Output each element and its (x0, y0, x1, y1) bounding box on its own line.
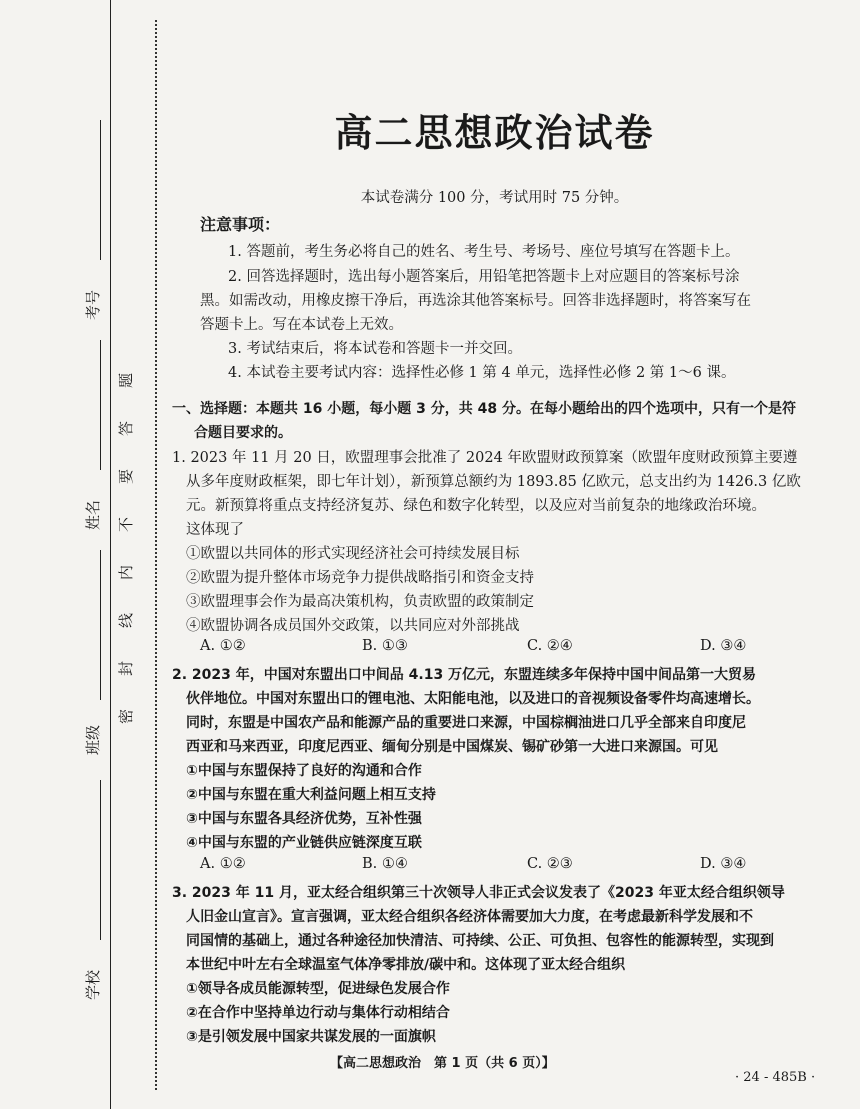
exam-number-field (82, 290, 103, 320)
page-footer: 【高二思想政治 第 1 页（共 6 页）】 (330, 1056, 555, 1071)
statement: ③欧盟理事会作为最高决策机构，负责欧盟的政策制定 (186, 594, 534, 610)
option-c[interactable]: C. ②④ (527, 638, 573, 654)
notice-heading: 注意事项： (200, 215, 281, 234)
option-d[interactable]: D. ③④ (700, 638, 747, 654)
exam-title: 高二思想政治试卷 (334, 111, 655, 155)
notice-item: 4. 本试卷主要考试内容：选择性必修 1 第 4 单元，选择性必修 2 第 1～6 课。 (228, 365, 736, 381)
notice-item: 答题卡上。写在本试卷上无效。 (200, 317, 403, 333)
question-text: 伙伴地位。中国对东盟出口的锂电池、太阳能电池，以及进口的音视频设备零件均高速增长。 (186, 691, 760, 707)
question-text: 同时，东盟是中国农产品和能源产品的重要进口来源，中国棕榈油进口几乎全部来自印度尼 (186, 715, 746, 731)
binding-line (110, 0, 111, 1109)
seal-warning-char: 密 (117, 708, 136, 725)
school-field (82, 970, 103, 1000)
seal-warning-char: 不 (117, 516, 136, 533)
section-heading: 一、选择题：本题共 16 小题，每小题 3 分，共 48 分。在每小题给出的四个选项中，只有一个是符 (172, 401, 796, 417)
statement: ④中国与东盟的产业链供应链深度互联 (186, 835, 422, 851)
statement: ①欧盟以共同体的形式实现经济社会可持续发展目标 (186, 546, 520, 562)
question-text: 1. 2023 年 11 月 20 日，欧盟理事会批准了 2024 年欧盟财政预算案（欧盟年度财政预算主要遵 (172, 450, 798, 466)
section-heading-cont: 合题目要求的。 (194, 425, 292, 441)
school-underline (100, 780, 101, 940)
class-label: 班级 (84, 724, 102, 755)
option-a[interactable]: A. ①② (200, 638, 246, 654)
statement: ①中国与东盟保持了良好的沟通和合作 (186, 763, 422, 779)
seal-warning-char: 答 (117, 420, 136, 437)
statement: ③是引领发展中国家共谋发展的一面旗帜 (186, 1029, 436, 1045)
option-b[interactable]: B. ①③ (362, 638, 408, 654)
name-label: 姓名 (84, 499, 102, 530)
notice-item: 1. 答题前，考生务必将自己的姓名、考生号、考场号、座位号填写在答题卡上。 (228, 244, 740, 260)
question-text: 本世纪中叶左右全球温室气体净零排放/碳中和。这体现了亚太经合组织 (186, 957, 626, 973)
question-text: 人旧金山宣言》。宣言强调，亚太经合组织各经济体需要加大力度，在考虑最新科学发展和不 (186, 909, 753, 925)
question-text: 同国情的基础上，通过各种途径加快清洁、可持续、公正、可负担、包容性的能源转型，实现到 (186, 933, 774, 949)
option-b[interactable]: B. ①④ (362, 856, 408, 872)
statement: ④欧盟协调各成员国外交政策，以共同应对外部挑战 (186, 618, 520, 634)
school-label: 学校 (84, 969, 102, 1000)
question-text: 元。新预算将重点支持经济复苏、绿色和数字化转型，以及应对当前复杂的地缘政治环境。 (186, 498, 766, 514)
statement: ②中国与东盟在重大利益问题上相互支持 (186, 787, 436, 803)
statement: ③中国与东盟各具经济优势，互补性强 (186, 811, 422, 827)
seal-warning-char: 要 (117, 468, 136, 485)
exam-number-underline (100, 120, 101, 260)
seal-warning-char: 线 (117, 612, 136, 629)
option-c[interactable]: C. ②③ (527, 856, 573, 872)
exam-number-label: 考号 (84, 289, 102, 320)
option-a[interactable]: A. ①② (200, 856, 246, 872)
notice-item: 2. 回答选择题时，选出每小题答案后，用铅笔把答题卡上对应题目的答案标号涂 (228, 269, 740, 285)
seal-warning-char: 题 (117, 372, 136, 389)
paper-code: · 24 - 485B · (735, 1070, 816, 1085)
option-d[interactable]: D. ③④ (700, 856, 747, 872)
notice-item: 3. 考试结束后，将本试卷和答题卡一并交回。 (228, 341, 522, 357)
notice-item: 黑。如需改动，用橡皮擦干净后，再选涂其他答案标号。回答非选择题时，将答案写在 (200, 293, 751, 309)
statement: ①领导各成员能源转型，促进绿色发展合作 (186, 981, 450, 997)
question-text: 这体现了 (186, 522, 244, 538)
question-text: 西亚和马来西亚，印度尼西亚、缅甸分别是中国煤炭、锡矿砂第一大进口来源国。可见 (186, 739, 718, 755)
seal-line (155, 20, 157, 1090)
question-text: 从多年度财政框架，即七年计划），新预算总额约为 1893.85 亿欧元，总支出约为 1426.3 亿欧 (186, 474, 801, 490)
question-text: 2. 2023 年，中国对东盟出口中间品 4.13 万亿元，东盟连续多年保持中国中间品第一大贸易 (172, 667, 757, 683)
seal-warning-char: 内 (117, 564, 136, 581)
class-field (82, 725, 103, 755)
class-underline (100, 550, 101, 700)
exam-subtitle: 本试卷满分 100 分，考试用时 75 分钟。 (360, 190, 629, 206)
statement: ②欧盟为提升整体市场竞争力提供战略指引和资金支持 (186, 570, 534, 586)
seal-warning-char: 封 (117, 660, 136, 677)
question-text: 3. 2023 年 11 月，亚太经合组织第三十次领导人非正式会议发表了《2023 年亚太经合组织领导 (172, 885, 785, 901)
statement: ②在合作中坚持单边行动与集体行动相结合 (186, 1005, 450, 1021)
name-field (82, 500, 103, 530)
name-underline (100, 340, 101, 470)
